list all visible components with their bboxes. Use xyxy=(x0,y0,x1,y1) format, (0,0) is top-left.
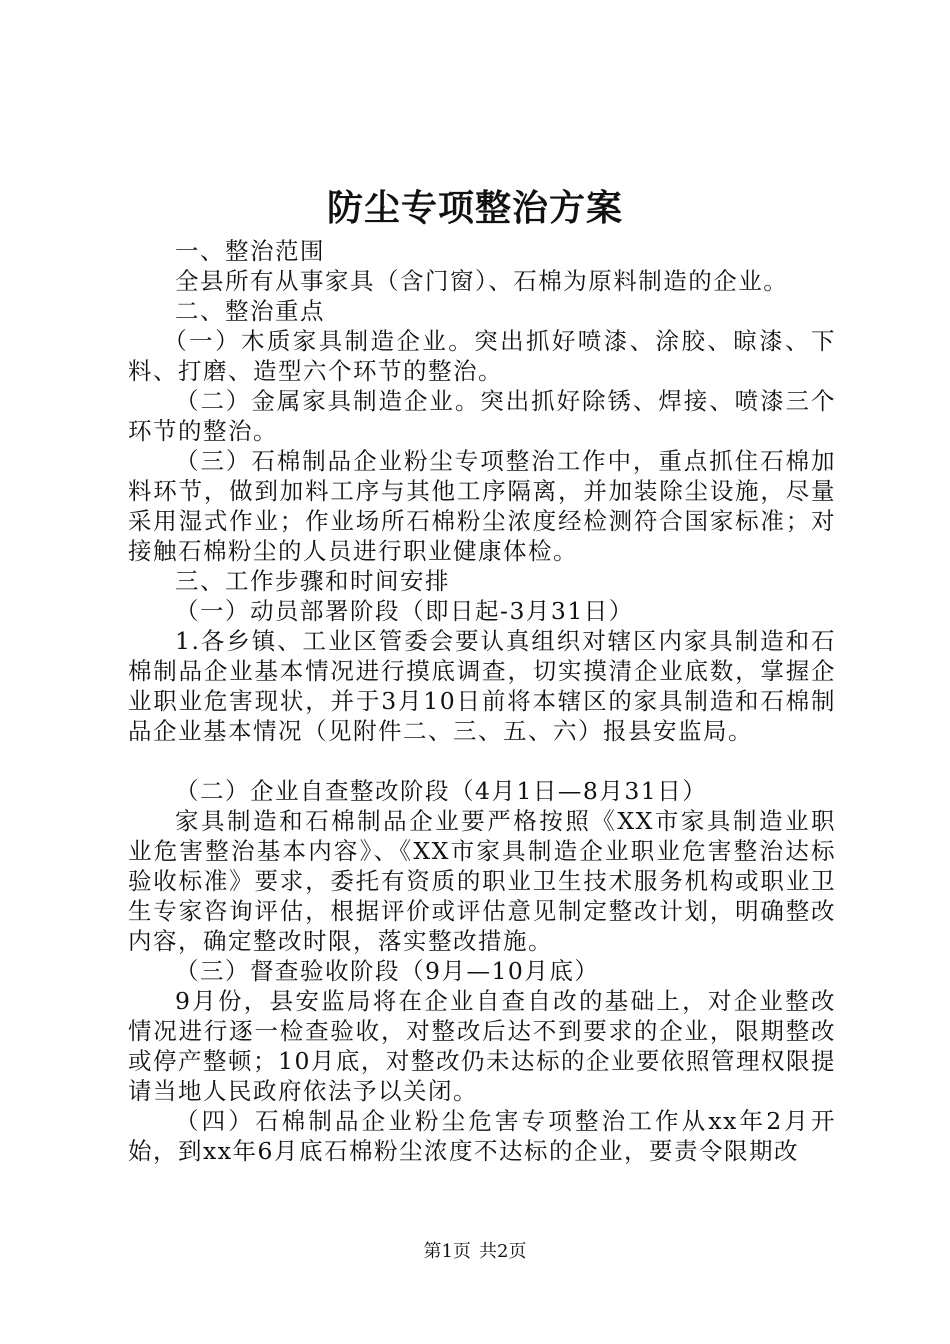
section-heading-scope: 一、整治范围 xyxy=(175,237,325,265)
section-heading-steps: 三、工作步骤和时间安排 xyxy=(175,567,450,595)
document-title: 防尘专项整治方案 xyxy=(326,187,623,229)
document-body xyxy=(128,236,836,1166)
paragraph-metal-furniture: （二）金属家具制造企业。突出抓好除锈、焊接、喷漆三个环节的整治。 xyxy=(128,387,836,445)
paragraph-self-check: 家具制造和石棉制品企业要严格按照《XX市家具制造业职业危害整治基本内容》、《XX市家具制造企业职业危害整治达标验收标准》要求，委托有资质的职业卫生技术服务机构或职业卫生专家咨询评估，根据评价或评估意见制定整改计划，明确整改内容，确定整改时限，落实整改措施。 xyxy=(128,807,836,955)
page-footer xyxy=(0,1238,950,1266)
paragraph-scope: 全县所有从事家具（含门窗）、石棉为原料制造的企业。 xyxy=(175,267,789,295)
paragraph-wood-furniture: （一）木质家具制造企业。突出抓好喷漆、涂胶、晾漆、下料、打磨、造型六个环节的整治。 xyxy=(128,327,836,385)
subheading-self-check: （二）企业自查整改阶段（4月1日—8月31日） xyxy=(175,777,708,805)
subheading-inspection: （三）督查验收阶段（9月—10月底） xyxy=(175,957,600,985)
paragraph-survey: 1.各乡镇、工业区管委会要认真组织对辖区内家具制造和石棉制品企业基本情况进行摸底调查，切实摸清企业底数，掌握企业职业危害现状，并于3月10日前将本辖区的家具制造和石棉制品企业基本情况（见附件二、三、五、六）报县安监局。 xyxy=(128,627,836,745)
paragraph-asbestos: （三）石棉制品企业粉尘专项整治工作中，重点抓住石棉加料环节，做到加料工序与其他工序隔离，并加装除尘设施，尽量采用湿式作业；作业场所石棉粉尘浓度经检测符合国家标准；对接触石棉粉尘的人员进行职业健康体检。 xyxy=(128,447,836,565)
paragraph-asbestos-rectification: （四）石棉制品企业粉尘危害专项整治工作从xx年2月开始，到xx年6月底石棉粉尘浓度不达标的企业，要责令限期改 xyxy=(128,1107,836,1165)
page-number: 第1页 xyxy=(423,1241,471,1262)
section-heading-focus: 二、整治重点 xyxy=(175,297,325,325)
subheading-mobilization: （一）动员部署阶段（即日起-3月31日） xyxy=(175,597,634,625)
paragraph-inspection: 9月份，县安监局将在企业自查自改的基础上，对企业整改情况进行逐一检查验收，对整改后达不到要求的企业，限期整改或停产整顿；10月底，对整改仍未达标的企业要依照管理权限提请当地人民政府依法予以关闭。 xyxy=(128,987,836,1105)
blank-line xyxy=(128,746,836,776)
page-total: 共2页 xyxy=(479,1241,527,1262)
